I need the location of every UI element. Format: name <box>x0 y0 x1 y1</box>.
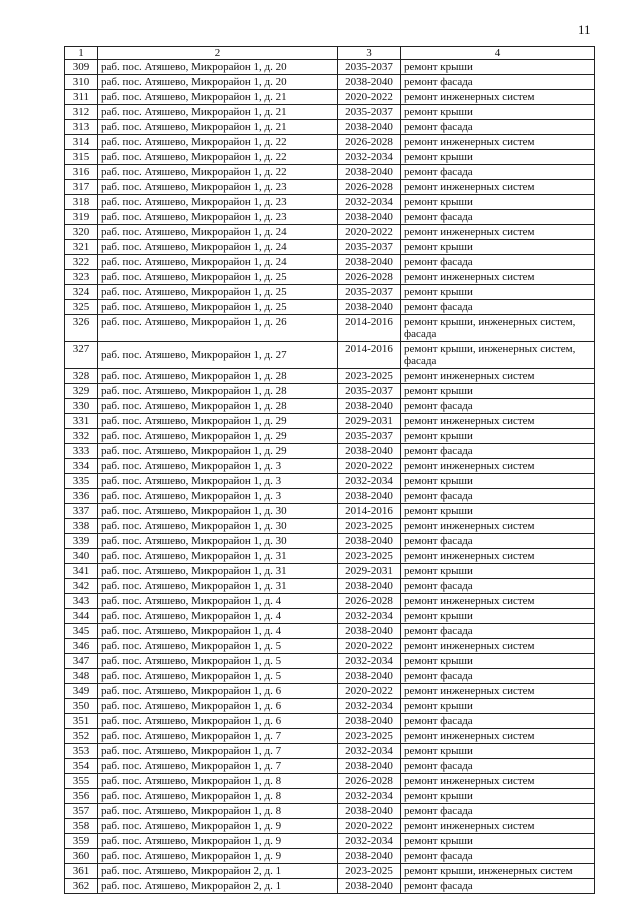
row-address: раб. пос. Атяшево, Микрорайон 1, д. 9 <box>98 819 338 834</box>
row-period: 2023-2025 <box>338 549 401 564</box>
row-work: ремонт инженерных систем <box>401 729 595 744</box>
table-row <box>65 210 595 225</box>
row-address: раб. пос. Атяшево, Микрорайон 1, д. 31 <box>98 579 338 594</box>
row-number: 343 <box>65 594 98 609</box>
row-work: ремонт инженерных систем <box>401 639 595 654</box>
row-address: раб. пос. Атяшево, Микрорайон 1, д. 29 <box>98 444 338 459</box>
row-number: 320 <box>65 225 98 240</box>
row-address: раб. пос. Атяшево, Микрорайон 1, д. 31 <box>98 549 338 564</box>
table-row <box>65 564 595 579</box>
table-row <box>65 774 595 789</box>
row-address: раб. пос. Атяшево, Микрорайон 1, д. 3 <box>98 459 338 474</box>
row-number: 352 <box>65 729 98 744</box>
table-row <box>65 180 595 195</box>
row-period: 2038-2040 <box>338 624 401 639</box>
row-period: 2020-2022 <box>338 459 401 474</box>
row-period: 2023-2025 <box>338 729 401 744</box>
row-address: раб. пос. Атяшево, Микрорайон 1, д. 30 <box>98 504 338 519</box>
row-period: 2035-2037 <box>338 285 401 300</box>
row-work: ремонт фасада <box>401 624 595 639</box>
table-row <box>65 684 595 699</box>
row-address: раб. пос. Атяшево, Микрорайон 1, д. 22 <box>98 165 338 180</box>
row-period: 2020-2022 <box>338 819 401 834</box>
table-row <box>65 579 595 594</box>
row-period: 2032-2034 <box>338 609 401 624</box>
row-work: ремонт фасада <box>401 804 595 819</box>
row-period: 2035-2037 <box>338 429 401 444</box>
row-work: ремонт крыши, инженерных систем, фасада <box>401 342 595 369</box>
row-period: 2026-2028 <box>338 180 401 195</box>
row-address: раб. пос. Атяшево, Микрорайон 1, д. 21 <box>98 120 338 135</box>
row-address: раб. пос. Атяшево, Микрорайон 1, д. 25 <box>98 300 338 315</box>
row-period: 2038-2040 <box>338 534 401 549</box>
row-address: раб. пос. Атяшево, Микрорайон 1, д. 30 <box>98 519 338 534</box>
row-number: 319 <box>65 210 98 225</box>
row-work: ремонт крыши <box>401 474 595 489</box>
row-number: 313 <box>65 120 98 135</box>
row-address: раб. пос. Атяшево, Микрорайон 1, д. 24 <box>98 225 338 240</box>
row-work: ремонт фасада <box>401 444 595 459</box>
row-period: 2023-2025 <box>338 864 401 879</box>
table-row <box>65 549 595 564</box>
row-work: ремонт крыши, инженерных систем <box>401 864 595 879</box>
table-row <box>65 315 595 342</box>
table-row <box>65 75 595 90</box>
row-address: раб. пос. Атяшево, Микрорайон 1, д. 27 <box>98 342 338 369</box>
row-work: ремонт фасада <box>401 210 595 225</box>
row-address: раб. пос. Атяшево, Микрорайон 1, д. 7 <box>98 729 338 744</box>
row-period: 2032-2034 <box>338 834 401 849</box>
row-address: раб. пос. Атяшево, Микрорайон 1, д. 9 <box>98 849 338 864</box>
row-address: раб. пос. Атяшево, Микрорайон 1, д. 23 <box>98 195 338 210</box>
row-number: 341 <box>65 564 98 579</box>
row-work: ремонт крыши <box>401 699 595 714</box>
row-number: 329 <box>65 384 98 399</box>
row-work: ремонт инженерных систем <box>401 180 595 195</box>
row-number: 314 <box>65 135 98 150</box>
row-number: 359 <box>65 834 98 849</box>
row-period: 2014-2016 <box>338 504 401 519</box>
row-work: ремонт фасада <box>401 579 595 594</box>
row-period: 2032-2034 <box>338 789 401 804</box>
row-period: 2035-2037 <box>338 105 401 120</box>
row-work: ремонт крыши <box>401 240 595 255</box>
row-work: ремонт инженерных систем <box>401 774 595 789</box>
table-row <box>65 804 595 819</box>
row-address: раб. пос. Атяшево, Микрорайон 1, д. 28 <box>98 369 338 384</box>
row-number: 348 <box>65 669 98 684</box>
row-period: 2038-2040 <box>338 210 401 225</box>
row-address: раб. пос. Атяшево, Микрорайон 1, д. 28 <box>98 384 338 399</box>
row-period: 2023-2025 <box>338 519 401 534</box>
table-row <box>65 369 595 384</box>
row-number: 328 <box>65 369 98 384</box>
row-work: ремонт фасада <box>401 255 595 270</box>
row-number: 351 <box>65 714 98 729</box>
row-address: раб. пос. Атяшево, Микрорайон 2, д. 1 <box>98 864 338 879</box>
table-row <box>65 150 595 165</box>
table-row <box>65 879 595 894</box>
row-work: ремонт крыши <box>401 285 595 300</box>
row-period: 2038-2040 <box>338 849 401 864</box>
row-address: раб. пос. Атяшево, Микрорайон 1, д. 25 <box>98 270 338 285</box>
row-work: ремонт инженерных систем <box>401 225 595 240</box>
row-number: 345 <box>65 624 98 639</box>
row-work: ремонт инженерных систем <box>401 594 595 609</box>
row-address: раб. пос. Атяшево, Микрорайон 1, д. 24 <box>98 240 338 255</box>
row-period: 2020-2022 <box>338 90 401 105</box>
table-row <box>65 270 595 285</box>
row-work: ремонт фасада <box>401 849 595 864</box>
row-number: 358 <box>65 819 98 834</box>
row-number: 338 <box>65 519 98 534</box>
row-address: раб. пос. Атяшево, Микрорайон 1, д. 3 <box>98 489 338 504</box>
row-work: ремонт фасада <box>401 120 595 135</box>
row-address: раб. пос. Атяшево, Микрорайон 1, д. 6 <box>98 699 338 714</box>
table-row <box>65 654 595 669</box>
table-row <box>65 474 595 489</box>
row-number: 350 <box>65 699 98 714</box>
table-row <box>65 165 595 180</box>
row-period: 2032-2034 <box>338 150 401 165</box>
row-number: 349 <box>65 684 98 699</box>
row-work: ремонт крыши <box>401 789 595 804</box>
row-work: ремонт инженерных систем <box>401 519 595 534</box>
table-row <box>65 429 595 444</box>
row-number: 344 <box>65 609 98 624</box>
table-row <box>65 534 595 549</box>
row-work: ремонт фасада <box>401 300 595 315</box>
row-number: 337 <box>65 504 98 519</box>
row-work: ремонт инженерных систем <box>401 459 595 474</box>
row-address: раб. пос. Атяшево, Микрорайон 1, д. 8 <box>98 774 338 789</box>
row-address: раб. пос. Атяшево, Микрорайон 1, д. 28 <box>98 399 338 414</box>
table-row <box>65 459 595 474</box>
row-number: 317 <box>65 180 98 195</box>
row-work: ремонт крыши <box>401 654 595 669</box>
row-work: ремонт крыши <box>401 384 595 399</box>
table-row <box>65 444 595 459</box>
row-address: раб. пос. Атяшево, Микрорайон 1, д. 20 <box>98 60 338 75</box>
row-number: 315 <box>65 150 98 165</box>
row-period: 2026-2028 <box>338 594 401 609</box>
row-work: ремонт фасада <box>401 399 595 414</box>
row-number: 310 <box>65 75 98 90</box>
row-address: раб. пос. Атяшево, Микрорайон 1, д. 5 <box>98 639 338 654</box>
row-period: 2038-2040 <box>338 489 401 504</box>
row-number: 327 <box>65 342 98 369</box>
row-period: 2014-2016 <box>338 342 401 369</box>
row-period: 2038-2040 <box>338 669 401 684</box>
row-period: 2026-2028 <box>338 774 401 789</box>
row-work: ремонт инженерных систем <box>401 819 595 834</box>
table-row <box>65 669 595 684</box>
repair-schedule-table <box>64 46 595 894</box>
table-body <box>65 60 595 894</box>
table-row <box>65 90 595 105</box>
row-address: раб. пос. Атяшево, Микрорайон 1, д. 22 <box>98 150 338 165</box>
row-number: 347 <box>65 654 98 669</box>
row-period: 2029-2031 <box>338 414 401 429</box>
table-row <box>65 255 595 270</box>
table-row <box>65 714 595 729</box>
row-period: 2035-2037 <box>338 384 401 399</box>
row-work: ремонт фасада <box>401 489 595 504</box>
row-address: раб. пос. Атяшево, Микрорайон 1, д. 23 <box>98 210 338 225</box>
table-row <box>65 504 595 519</box>
row-address: раб. пос. Атяшево, Микрорайон 1, д. 6 <box>98 714 338 729</box>
row-number: 334 <box>65 459 98 474</box>
row-number: 312 <box>65 105 98 120</box>
page-number: 11 <box>578 22 591 37</box>
row-work: ремонт инженерных систем <box>401 90 595 105</box>
header-col-3: 3 <box>338 47 401 60</box>
table-row <box>65 639 595 654</box>
table-row <box>65 384 595 399</box>
table-header-row <box>65 47 595 60</box>
row-address: раб. пос. Атяшево, Микрорайон 1, д. 31 <box>98 564 338 579</box>
row-number: 330 <box>65 399 98 414</box>
row-address: раб. пос. Атяшево, Микрорайон 1, д. 24 <box>98 255 338 270</box>
row-period: 2038-2040 <box>338 75 401 90</box>
table-row <box>65 624 595 639</box>
row-period: 2038-2040 <box>338 879 401 894</box>
row-number: 331 <box>65 414 98 429</box>
row-number: 357 <box>65 804 98 819</box>
header-col-4: 4 <box>401 47 595 60</box>
row-address: раб. пос. Атяшево, Микрорайон 1, д. 29 <box>98 414 338 429</box>
row-number: 336 <box>65 489 98 504</box>
row-address: раб. пос. Атяшево, Микрорайон 1, д. 21 <box>98 90 338 105</box>
row-number: 340 <box>65 549 98 564</box>
table-row <box>65 819 595 834</box>
table-row <box>65 489 595 504</box>
table-row <box>65 729 595 744</box>
row-number: 316 <box>65 165 98 180</box>
table-row <box>65 195 595 210</box>
row-period: 2032-2034 <box>338 474 401 489</box>
row-period: 2038-2040 <box>338 804 401 819</box>
row-period: 2020-2022 <box>338 225 401 240</box>
table-row <box>65 609 595 624</box>
row-number: 323 <box>65 270 98 285</box>
row-period: 2032-2034 <box>338 744 401 759</box>
row-period: 2038-2040 <box>338 300 401 315</box>
row-period: 2038-2040 <box>338 399 401 414</box>
row-number: 318 <box>65 195 98 210</box>
row-period: 2014-2016 <box>338 315 401 342</box>
row-work: ремонт крыши <box>401 834 595 849</box>
row-period: 2038-2040 <box>338 255 401 270</box>
row-number: 355 <box>65 774 98 789</box>
table-row <box>65 759 595 774</box>
table-row <box>65 789 595 804</box>
table-row <box>65 414 595 429</box>
row-address: раб. пос. Атяшево, Микрорайон 1, д. 6 <box>98 684 338 699</box>
table-row <box>65 300 595 315</box>
row-work: ремонт инженерных систем <box>401 270 595 285</box>
table-row <box>65 834 595 849</box>
row-period: 2035-2037 <box>338 60 401 75</box>
row-period: 2038-2040 <box>338 120 401 135</box>
row-number: 322 <box>65 255 98 270</box>
row-number: 309 <box>65 60 98 75</box>
row-number: 333 <box>65 444 98 459</box>
row-work: ремонт инженерных систем <box>401 369 595 384</box>
row-address: раб. пос. Атяшево, Микрорайон 1, д. 25 <box>98 285 338 300</box>
header-col-2: 2 <box>98 47 338 60</box>
row-period: 2032-2034 <box>338 654 401 669</box>
row-period: 2023-2025 <box>338 369 401 384</box>
row-address: раб. пос. Атяшево, Микрорайон 1, д. 5 <box>98 669 338 684</box>
row-work: ремонт инженерных систем <box>401 135 595 150</box>
row-work: ремонт фасада <box>401 879 595 894</box>
row-period: 2032-2034 <box>338 699 401 714</box>
table-row <box>65 519 595 534</box>
row-number: 335 <box>65 474 98 489</box>
row-address: раб. пос. Атяшево, Микрорайон 1, д. 3 <box>98 474 338 489</box>
header-col-1: 1 <box>65 47 98 60</box>
row-number: 324 <box>65 285 98 300</box>
row-number: 342 <box>65 579 98 594</box>
row-period: 2038-2040 <box>338 165 401 180</box>
row-work: ремонт фасада <box>401 759 595 774</box>
row-work: ремонт инженерных систем <box>401 549 595 564</box>
row-work: ремонт инженерных систем <box>401 414 595 429</box>
table-row <box>65 594 595 609</box>
table-row <box>65 120 595 135</box>
row-address: раб. пос. Атяшево, Микрорайон 2, д. 1 <box>98 879 338 894</box>
row-work: ремонт инженерных систем <box>401 684 595 699</box>
row-work: ремонт фасада <box>401 714 595 729</box>
table-row <box>65 864 595 879</box>
row-number: 346 <box>65 639 98 654</box>
row-work: ремонт крыши <box>401 60 595 75</box>
row-address: раб. пос. Атяшево, Микрорайон 1, д. 8 <box>98 789 338 804</box>
row-address: раб. пос. Атяшево, Микрорайон 1, д. 4 <box>98 594 338 609</box>
row-work: ремонт крыши <box>401 504 595 519</box>
row-address: раб. пос. Атяшево, Микрорайон 1, д. 23 <box>98 180 338 195</box>
row-address: раб. пос. Атяшево, Микрорайон 1, д. 20 <box>98 75 338 90</box>
row-work: ремонт крыши <box>401 564 595 579</box>
row-work: ремонт фасада <box>401 165 595 180</box>
table-row <box>65 399 595 414</box>
row-number: 326 <box>65 315 98 342</box>
row-number: 354 <box>65 759 98 774</box>
row-number: 353 <box>65 744 98 759</box>
row-period: 2035-2037 <box>338 240 401 255</box>
row-work: ремонт крыши <box>401 150 595 165</box>
row-number: 332 <box>65 429 98 444</box>
row-work: ремонт фасада <box>401 75 595 90</box>
row-number: 321 <box>65 240 98 255</box>
row-number: 339 <box>65 534 98 549</box>
row-period: 2038-2040 <box>338 579 401 594</box>
row-number: 325 <box>65 300 98 315</box>
row-period: 2038-2040 <box>338 759 401 774</box>
row-address: раб. пос. Атяшево, Микрорайон 1, д. 30 <box>98 534 338 549</box>
row-address: раб. пос. Атяшево, Микрорайон 1, д. 4 <box>98 624 338 639</box>
row-address: раб. пос. Атяшево, Микрорайон 1, д. 7 <box>98 744 338 759</box>
table-row <box>65 225 595 240</box>
row-number: 361 <box>65 864 98 879</box>
row-number: 356 <box>65 789 98 804</box>
table-row <box>65 849 595 864</box>
table-row <box>65 744 595 759</box>
row-period: 2032-2034 <box>338 195 401 210</box>
table-row <box>65 699 595 714</box>
table-row <box>65 240 595 255</box>
row-number: 311 <box>65 90 98 105</box>
row-number: 362 <box>65 879 98 894</box>
row-work: ремонт крыши, инженерных систем, фасада <box>401 315 595 342</box>
row-period: 2026-2028 <box>338 270 401 285</box>
row-work: ремонт крыши <box>401 744 595 759</box>
row-address: раб. пос. Атяшево, Микрорайон 1, д. 29 <box>98 429 338 444</box>
row-work: ремонт крыши <box>401 609 595 624</box>
row-period: 2026-2028 <box>338 135 401 150</box>
row-work: ремонт фасада <box>401 669 595 684</box>
row-period: 2038-2040 <box>338 714 401 729</box>
table-row <box>65 135 595 150</box>
table-row <box>65 342 595 369</box>
row-work: ремонт крыши <box>401 195 595 210</box>
row-address: раб. пос. Атяшево, Микрорайон 1, д. 7 <box>98 759 338 774</box>
row-address: раб. пос. Атяшево, Микрорайон 1, д. 8 <box>98 804 338 819</box>
row-period: 2020-2022 <box>338 684 401 699</box>
row-number: 360 <box>65 849 98 864</box>
row-work: ремонт крыши <box>401 105 595 120</box>
row-work: ремонт крыши <box>401 429 595 444</box>
row-address: раб. пос. Атяшево, Микрорайон 1, д. 22 <box>98 135 338 150</box>
row-period: 2020-2022 <box>338 639 401 654</box>
table-row <box>65 285 595 300</box>
row-address: раб. пос. Атяшево, Микрорайон 1, д. 4 <box>98 609 338 624</box>
row-work: ремонт фасада <box>401 534 595 549</box>
row-address: раб. пос. Атяшево, Микрорайон 1, д. 9 <box>98 834 338 849</box>
table-row <box>65 105 595 120</box>
row-period: 2029-2031 <box>338 564 401 579</box>
row-address: раб. пос. Атяшево, Микрорайон 1, д. 26 <box>98 315 338 342</box>
row-period: 2038-2040 <box>338 444 401 459</box>
row-address: раб. пос. Атяшево, Микрорайон 1, д. 5 <box>98 654 338 669</box>
row-address: раб. пос. Атяшево, Микрорайон 1, д. 21 <box>98 105 338 120</box>
table-row <box>65 60 595 75</box>
